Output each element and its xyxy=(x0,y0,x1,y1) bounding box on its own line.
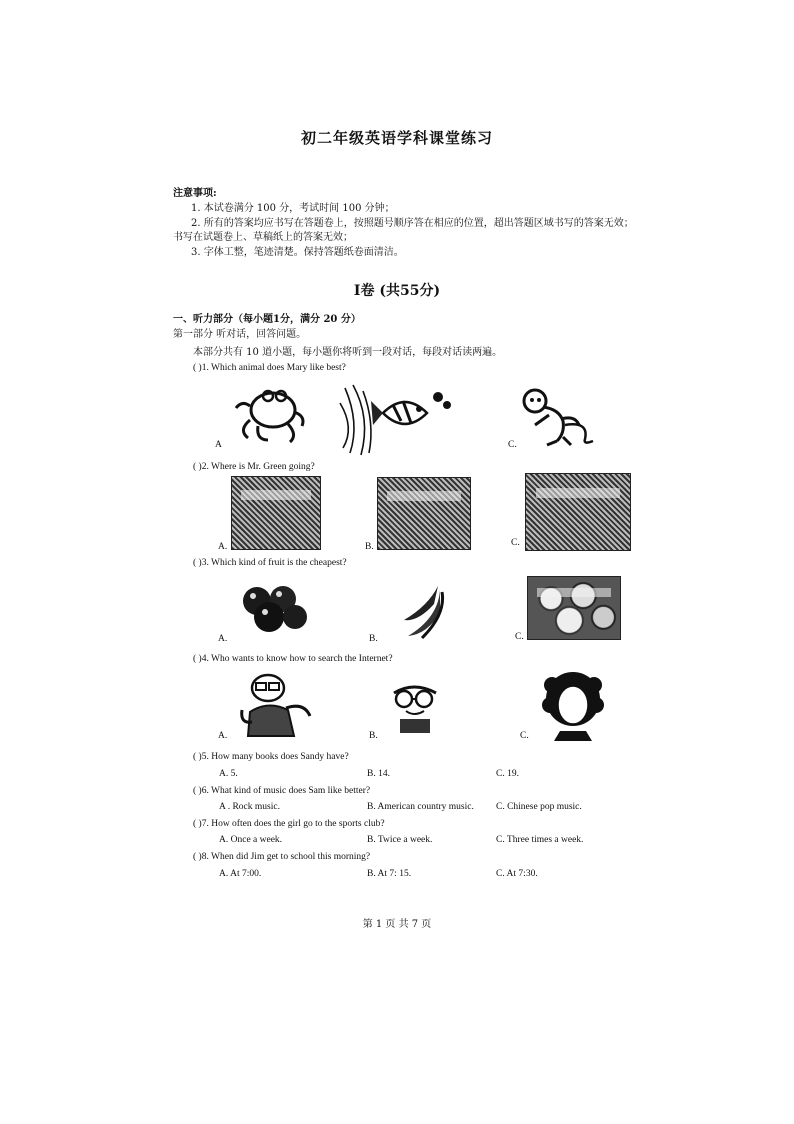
q7-option-c: C. Three times a week. xyxy=(496,835,584,845)
notice-line-3: 书写在试题卷上、草稿纸上的答案无效； xyxy=(173,232,353,243)
q7-option-b: B. Twice a week. xyxy=(367,835,433,845)
question-7: ( )7. How often does the girl go to the sports club? xyxy=(193,819,385,829)
notice-line-1: 1. 本试卷满分 100 分，考试时间 100 分钟； xyxy=(191,203,395,214)
plums-picture xyxy=(237,583,309,635)
question-3: ( )3. Which kind of fruit is the cheapest? xyxy=(193,558,347,568)
question-6: ( )6. What kind of music does Sam like better? xyxy=(193,786,371,796)
q2-option-c: C. xyxy=(511,538,520,548)
q5-option-b: B. 14. xyxy=(367,769,390,779)
fish-picture xyxy=(335,383,455,458)
potatoes-picture xyxy=(527,576,621,640)
exam-title: 初二年级英语学科课堂练习 xyxy=(300,129,493,147)
boy-with-glasses-picture xyxy=(384,681,446,737)
old-man-picture xyxy=(238,672,318,740)
q6-option-c: C. Chinese pop music. xyxy=(496,802,582,812)
q3-option-a: A. xyxy=(218,634,228,644)
part-title: I卷 (共55分) xyxy=(353,283,441,299)
q2-option-a: A. xyxy=(218,542,228,552)
q5-option-a: A. 5. xyxy=(219,769,238,779)
monkey-picture xyxy=(513,385,598,447)
notice-line-4: 3. 字体工整，笔迹清楚。保持答题纸卷面清洁。 xyxy=(191,247,404,258)
q4-option-c: C. xyxy=(520,731,529,741)
q8-option-a: A. At 7:00. xyxy=(219,869,262,879)
q3-option-b: B. xyxy=(369,634,378,644)
notice-line-2: 2. 所有的答案均应书写在答题卷上，按照题号顺序答在相应的位置，超出答题区域书写的答案无效； xyxy=(191,218,634,229)
curly-hair-woman-picture xyxy=(540,669,606,741)
q7-option-a: A. Once a week. xyxy=(219,835,283,845)
section-heading: 一、听力部分（每小题1分，满分 20 分） xyxy=(173,314,361,325)
q5-option-c: C. 19. xyxy=(496,769,519,779)
street-shops-photo xyxy=(377,477,471,550)
q6-option-a: A . Rock music. xyxy=(219,802,280,812)
bananas-picture xyxy=(398,582,446,640)
question-4: ( )4. Who wants to know how to search the Internet? xyxy=(193,654,393,664)
frog-picture xyxy=(228,380,308,448)
section-instruction: 本部分共有 10 道小题，每小题你将听到一段对话，每段对话读两遍。 xyxy=(193,347,503,358)
q1-option-a: A xyxy=(215,440,222,450)
question-5: ( )5. How many books does Sandy have? xyxy=(193,752,349,762)
page-footer: 第 1 页 共 7 页 xyxy=(362,919,432,930)
q4-option-a: A. xyxy=(218,731,228,741)
q1-option-c: C. xyxy=(508,440,517,450)
q4-option-b: B. xyxy=(369,731,378,741)
section-sub: 第一部分 听对话，回答问题。 xyxy=(173,329,307,340)
question-2: ( )2. Where is Mr. Green going? xyxy=(193,462,315,472)
question-8: ( )8. When did Jim get to school this morning? xyxy=(193,852,371,862)
question-1: ( )1. Which animal does Mary like best? xyxy=(193,363,346,373)
q3-option-c: C. xyxy=(515,632,524,642)
q8-option-b: B. At 7: 15. xyxy=(367,869,412,879)
q2-option-b: B. xyxy=(365,542,374,552)
q8-option-c: C. At 7:30. xyxy=(496,869,538,879)
q6-option-b: B. American country music. xyxy=(367,802,474,812)
supermarket-photo xyxy=(231,476,321,550)
bookstore-photo xyxy=(525,473,631,551)
notice-heading: 注意事项: xyxy=(173,188,217,199)
